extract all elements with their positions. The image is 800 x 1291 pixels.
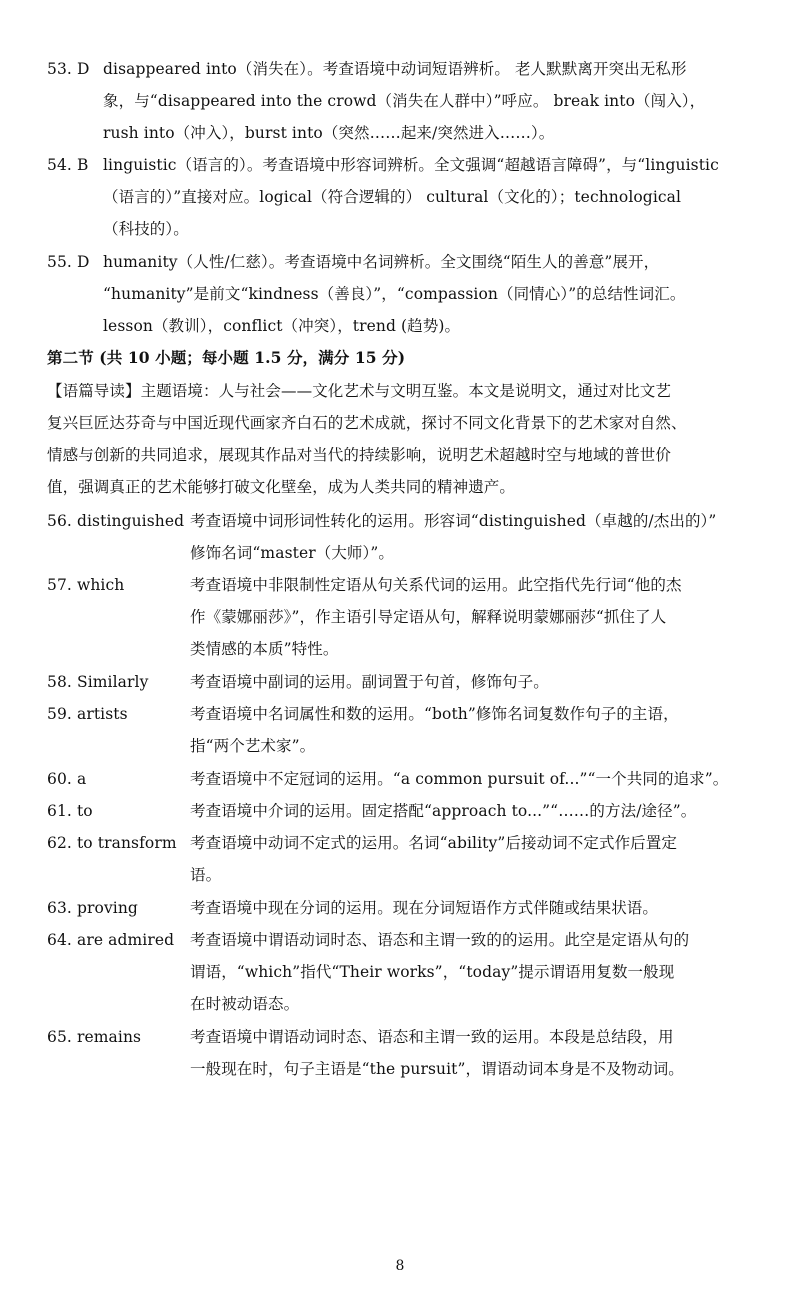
answer-56-line-2: 修饰名词“master（大师）”。 xyxy=(190,544,395,562)
answer-65-label: 65. remains xyxy=(47,1028,142,1046)
answer-64-line-2: 谓语，“which”指代“Their works”，“today”提示谓语用复数一般现 xyxy=(190,963,675,981)
answer-61-label: 61. to xyxy=(47,802,93,820)
answer-57-line-1: 考查语境中非限制性定语从句关系代词的运用。此空指代先行词“他的杰 xyxy=(190,576,682,594)
guide-line-1: 【语篇导读】主题语境：人与社会——文化艺术与文明互鉴。本文是说明文，通过对比文艺 xyxy=(47,382,672,400)
answer-56-label: 56. distinguished xyxy=(47,512,185,530)
answer-61-line-1: 考查语境中介词的运用。固定搭配“approach to...”“……的方法/途径”。 xyxy=(190,802,697,820)
answer-58-label: 58. Similarly xyxy=(47,673,149,691)
item-53-line-2: 象，与“disappeared into the crowd（消失在人群中）”呼应。 break into（闯入）， xyxy=(103,92,706,110)
answer-58-line-1: 考查语境中副词的运用。副词置于句首，修饰句子。 xyxy=(190,673,549,691)
answer-60-line-1: 考查语境中不定冠词的运用。“a common pursuit of...”“一个共同的追求”。 xyxy=(190,770,729,788)
answer-65-line-1: 考查语境中谓语动词时态、语态和主谓一致的运用。本段是总结段，用 xyxy=(190,1028,674,1046)
page-number: 8 xyxy=(395,1258,405,1274)
section-heading: 第二节 (共 10 小题；每小题 1.5 分，满分 15 分) xyxy=(47,348,406,367)
item-54-line-3: （科技的）。 xyxy=(103,220,189,238)
item-53-line-3: rush into（冲入），burst into（突然……起来/突然进入……）。 xyxy=(103,124,555,142)
item-55-line-1: humanity（人性/仁慈）。考查语境中名词辨析。全文围绕“陌生人的善意”展开， xyxy=(103,253,660,271)
answer-62-label: 62. to transform xyxy=(47,834,177,852)
answer-62-line-2: 语。 xyxy=(190,866,222,884)
answer-63-line-1: 考查语境中现在分词的运用。现在分词短语作方式伴随或结果状语。 xyxy=(190,899,659,917)
answer-59-line-2: 指“两个艺术家”。 xyxy=(190,737,316,755)
answer-59-line-1: 考查语境中名词属性和数的运用。“both”修饰名词复数作句子的主语， xyxy=(190,705,679,723)
item-55-label: 55. D xyxy=(47,253,90,271)
item-55-line-2: “humanity”是前文“kindness（善良）”，“compassion（同情心）”的总结性词汇。 xyxy=(103,285,686,303)
answer-57-line-3: 类情感的本质”特性。 xyxy=(190,640,339,658)
item-54-line-2: （语言的）”直接对应。logical（符合逻辑的） cultural（文化的）；technological xyxy=(103,188,682,206)
answer-63-label: 63. proving xyxy=(47,899,138,917)
guide-line-2: 复兴巨匠达芬奇与中国近现代画家齐白石的艺术成就，探讨不同文化背景下的艺术家对自然、 xyxy=(47,414,687,432)
guide-line-4: 值，强调真正的艺术能够打破文化壁垒，成为人类共同的精神遗产。 xyxy=(47,478,516,496)
answer-64-line-1: 考查语境中谓语动词时态、语态和主谓一致的的运用。此空是定语从句的 xyxy=(190,931,690,949)
answer-64-label: 64. are admired xyxy=(47,931,175,949)
item-54-line-1: linguistic（语言的）。考查语境中形容词辨析。全文强调“超越语言障碍”，与“linguistic xyxy=(103,156,719,174)
answer-65-line-2: 一般现在时，句子主语是“the pursuit”，谓语动词本身是不及物动词。 xyxy=(190,1060,684,1078)
answer-56-line-1: 考查语境中词形词性转化的运用。形容词“distinguished（卓越的/杰出的）” xyxy=(190,512,717,530)
item-53-label: 53. D xyxy=(47,60,90,78)
guide-line-3: 情感与创新的共同追求，展现其作品对当代的持续影响，说明艺术超越时空与地域的普世价 xyxy=(47,446,672,464)
answer-57-label: 57. which xyxy=(47,576,125,594)
item-54-label: 54. B xyxy=(47,156,89,174)
answer-64-line-3: 在时被动语态。 xyxy=(190,995,300,1013)
answer-57-line-2: 作《蒙娜丽莎》”，作主语引导定语从句，解释说明蒙娜丽莎“抓住了人 xyxy=(190,608,667,626)
answer-62-line-1: 考查语境中动词不定式的运用。名词“ability”后接动词不定式作后置定 xyxy=(190,834,677,852)
item-55-line-3: lesson（教训），conflict（冲突），trend (趋势)。 xyxy=(103,317,461,335)
item-53-line-1: disappeared into（消失在）。考查语境中动词短语辨析。 老人默默离开突出无私形 xyxy=(103,60,687,78)
answer-60-label: 60. a xyxy=(47,770,87,788)
answer-59-label: 59. artists xyxy=(47,705,128,723)
